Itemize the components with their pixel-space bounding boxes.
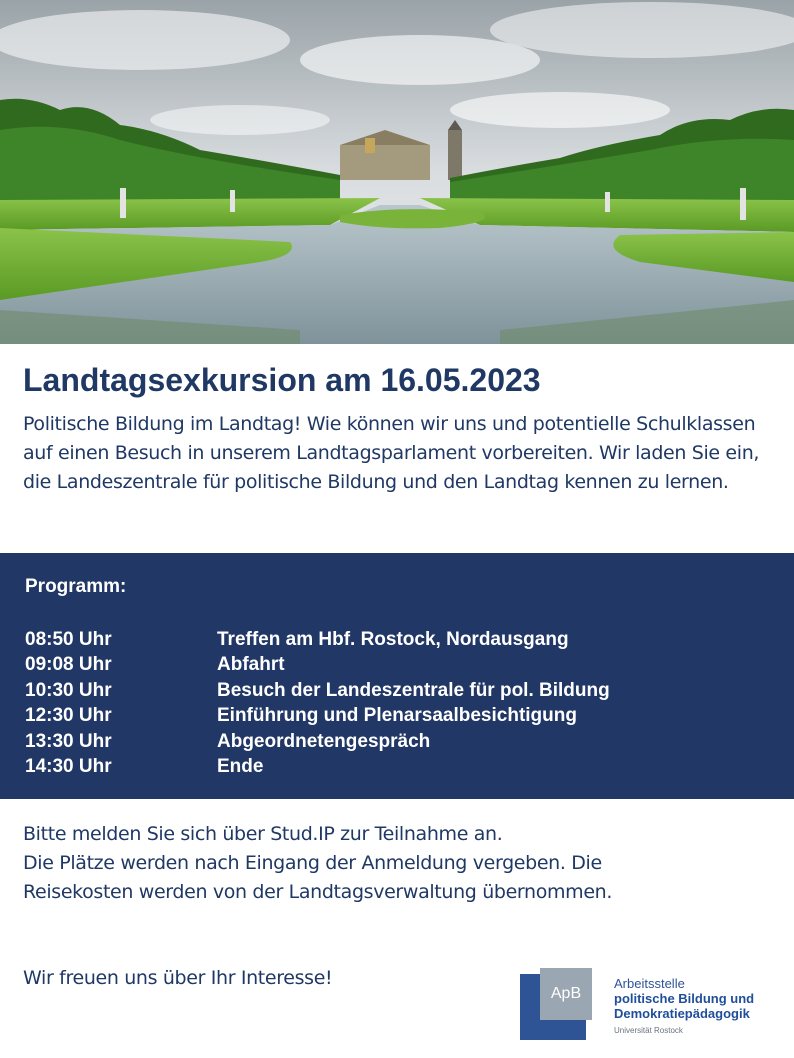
schedule-time: 10:30 Uhr — [25, 679, 112, 701]
schedule-row — [25, 704, 785, 730]
logo-line-3: Demokratiepädagogik — [614, 1006, 750, 1021]
page-title: Landtagsexkursion am 16.05.2023 — [23, 362, 541, 398]
schedule-row — [25, 653, 785, 679]
logo-text — [614, 976, 754, 1038]
schedule-time: 12:30 Uhr — [25, 705, 112, 727]
schedule-event: Treffen am Hbf. Rostock, Nordausgang — [217, 628, 569, 650]
schedule-row — [25, 755, 785, 781]
program-heading: Programm: — [25, 576, 127, 597]
logo-line-2: politische Bildung und — [614, 991, 755, 1006]
schedule-event: Besuch der Landeszentrale für pol. Bildung — [217, 679, 610, 701]
schedule-row — [25, 627, 785, 653]
schedule-list — [25, 627, 785, 780]
registration-line: Bitte melden Sie sich über Stud.IP zur Teilnahme an. — [23, 823, 503, 845]
schedule-time: 08:50 Uhr — [25, 628, 112, 650]
logo-line-1: Arbeitsstelle — [614, 976, 685, 991]
program-panel — [0, 553, 794, 799]
schedule-event: Abgeordnetengespräch — [217, 730, 431, 752]
schedule-time: 14:30 Uhr — [25, 756, 112, 778]
schedule-time: 09:08 Uhr — [25, 654, 112, 676]
schedule-row — [25, 678, 785, 704]
schedule-row — [25, 729, 785, 755]
schedule-event: Ende — [217, 756, 264, 778]
logo-line-4: Universität Rostock — [614, 1026, 683, 1035]
apb-logo — [520, 968, 790, 1044]
registration-note — [23, 820, 663, 907]
logo-square-front: ApB — [540, 968, 592, 1020]
apb-logo-mark — [520, 968, 592, 1040]
thanks-line: Wir freuen uns über Ihr Interesse! — [23, 967, 333, 989]
intro-paragraph: Politische Bildung im Landtag! Wie können wir uns und potentielle Schulklassen auf einen Besuch in unserem Landtagsparlament vorbereiten. Wir laden Sie ein, die Landeszentrale für politische Bildung und den Landtag kennen zu lernen. — [23, 413, 760, 493]
schedule-event: Abfahrt — [217, 654, 285, 676]
schedule-event: Einführung und Plenarsaalbesichtigung — [217, 705, 577, 727]
schedule-time: 13:30 Uhr — [25, 730, 112, 752]
hero-photo — [0, 0, 794, 344]
castle-garden-photo-icon — [0, 0, 794, 344]
allocation-line: Die Plätze werden nach Eingang der Anmeldung vergeben. Die Reisekosten werden von der Landtagsverwaltung übernommen. — [23, 852, 613, 903]
